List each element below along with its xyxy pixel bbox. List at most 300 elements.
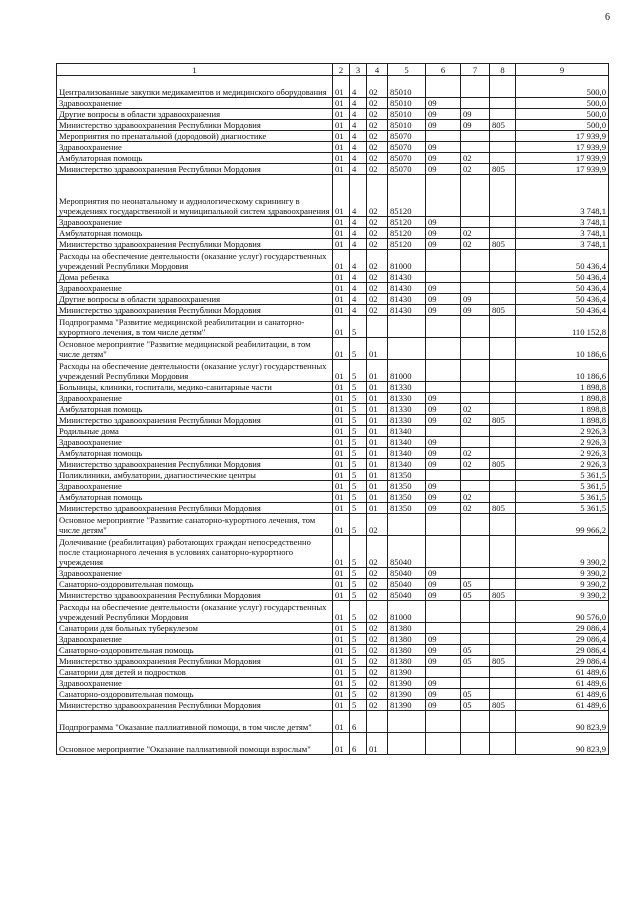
table-row [57, 217, 609, 228]
code-cell-4: 02 [367, 164, 388, 175]
table-row [57, 98, 609, 109]
code-cell-7 [461, 437, 490, 448]
code-cell-2: 01 [333, 109, 350, 120]
code-cell-8 [490, 667, 516, 678]
code-cell-4: 01 [367, 393, 388, 404]
amount-cell: 61 489,6 [516, 700, 609, 711]
table-row [57, 459, 609, 470]
code-cell-3: 4 [350, 294, 367, 305]
code-cell-4: 02 [367, 109, 388, 120]
code-cell-3: 5 [350, 404, 367, 415]
code-cell-6: 09 [426, 656, 461, 667]
code-cell-7 [461, 678, 490, 689]
code-cell-6: 09 [426, 98, 461, 109]
code-cell-2: 01 [333, 404, 350, 415]
code-cell-5: 81380 [388, 634, 426, 645]
code-cell-5: 81390 [388, 689, 426, 700]
code-cell-5: 81340 [388, 448, 426, 459]
item-name-cell: Министерство здравоохранения Республики Мордовия [57, 590, 333, 601]
code-cell-2: 01 [333, 514, 350, 536]
code-cell-4: 01 [367, 382, 388, 393]
item-name-cell: Мероприятия по пренатальной (дородовой) диагностике [57, 131, 333, 142]
code-cell-3: 5 [350, 634, 367, 645]
code-cell-2: 01 [333, 360, 350, 382]
amount-cell: 50 436,4 [516, 294, 609, 305]
code-cell-8 [490, 426, 516, 437]
code-cell-8 [490, 109, 516, 120]
amount-cell: 5 361,5 [516, 481, 609, 492]
code-cell-5 [388, 338, 426, 360]
code-cell-2: 01 [333, 98, 350, 109]
table-row [57, 700, 609, 711]
code-cell-2: 01 [333, 382, 350, 393]
code-cell-5: 81330 [388, 393, 426, 404]
code-cell-5: 81390 [388, 700, 426, 711]
code-cell-7 [461, 601, 490, 623]
table-row [57, 667, 609, 678]
code-cell-6: 09 [426, 228, 461, 239]
code-cell-3: 5 [350, 316, 367, 338]
code-cell-4: 02 [367, 689, 388, 700]
code-cell-3: 5 [350, 579, 367, 590]
item-name-cell: Поликлиники, амбулатории, диагностические центры [57, 470, 333, 481]
code-cell-6: 09 [426, 481, 461, 492]
item-name-cell: Здравоохранение [57, 217, 333, 228]
code-cell-5: 81330 [388, 382, 426, 393]
code-cell-3: 5 [350, 382, 367, 393]
code-cell-8 [490, 250, 516, 272]
table-row [57, 393, 609, 404]
code-cell-7 [461, 382, 490, 393]
code-cell-3: 5 [350, 492, 367, 503]
code-cell-3: 5 [350, 601, 367, 623]
code-cell-6 [426, 360, 461, 382]
code-cell-8 [490, 217, 516, 228]
code-cell-6 [426, 733, 461, 755]
code-cell-7 [461, 393, 490, 404]
table-row [57, 175, 609, 217]
code-cell-2: 01 [333, 448, 350, 459]
code-cell-3: 5 [350, 393, 367, 404]
code-cell-7: 02 [461, 164, 490, 175]
code-cell-7 [461, 142, 490, 153]
item-name-cell: Другие вопросы в области здравоохранения [57, 109, 333, 120]
table-row [57, 492, 609, 503]
table-row [57, 283, 609, 294]
code-cell-2: 01 [333, 623, 350, 634]
code-cell-6: 09 [426, 678, 461, 689]
code-cell-5: 81430 [388, 294, 426, 305]
table-row [57, 142, 609, 153]
item-name-cell: Долечивание (реабилитация) работающих граждан непосредственно после стационарного лечения в условиях санаторно-курортного учреждения [57, 536, 333, 568]
amount-cell: 1 898,8 [516, 393, 609, 404]
table-row [57, 623, 609, 634]
budget-table [56, 63, 609, 755]
code-cell-5: 81340 [388, 459, 426, 470]
code-cell-4: 02 [367, 514, 388, 536]
code-cell-2: 01 [333, 415, 350, 426]
code-cell-4: 02 [367, 305, 388, 316]
code-cell-6: 09 [426, 415, 461, 426]
code-cell-6: 09 [426, 503, 461, 514]
item-name-cell: Министерство здравоохранения Республики Мордовия [57, 459, 333, 470]
code-cell-8: 805 [490, 503, 516, 514]
amount-cell: 1 898,8 [516, 404, 609, 415]
item-name-cell: Амбулаторная помощь [57, 404, 333, 415]
code-cell-7: 02 [461, 228, 490, 239]
table-row [57, 645, 609, 656]
code-cell-7 [461, 568, 490, 579]
code-cell-3: 5 [350, 623, 367, 634]
code-cell-7: 02 [461, 459, 490, 470]
amount-cell: 3 748,1 [516, 175, 609, 217]
code-cell-7 [461, 338, 490, 360]
table-row [57, 294, 609, 305]
code-cell-4: 01 [367, 404, 388, 415]
table-row [57, 733, 609, 755]
table-header-row [57, 64, 609, 76]
code-cell-2: 01 [333, 316, 350, 338]
code-cell-2: 01 [333, 120, 350, 131]
code-cell-8 [490, 175, 516, 217]
amount-cell: 500,0 [516, 76, 609, 98]
amount-cell: 2 926,3 [516, 459, 609, 470]
code-cell-7 [461, 536, 490, 568]
code-cell-6 [426, 250, 461, 272]
amount-cell: 9 390,2 [516, 568, 609, 579]
code-cell-4: 01 [367, 437, 388, 448]
amount-cell: 10 186,6 [516, 360, 609, 382]
code-cell-5: 81000 [388, 250, 426, 272]
code-cell-3: 5 [350, 338, 367, 360]
code-cell-6 [426, 601, 461, 623]
code-cell-2: 01 [333, 426, 350, 437]
code-cell-4: 01 [367, 481, 388, 492]
amount-cell: 61 489,6 [516, 678, 609, 689]
code-cell-3: 4 [350, 250, 367, 272]
code-cell-4: 02 [367, 568, 388, 579]
code-cell-8: 805 [490, 590, 516, 601]
table-row [57, 360, 609, 382]
item-name-cell: Министерство здравоохранения Республики Мордовия [57, 239, 333, 250]
code-cell-3: 4 [350, 109, 367, 120]
code-cell-3: 4 [350, 175, 367, 217]
code-cell-4: 02 [367, 590, 388, 601]
item-name-cell: Здравоохранение [57, 283, 333, 294]
code-cell-6 [426, 382, 461, 393]
code-cell-2: 01 [333, 131, 350, 142]
code-cell-8 [490, 98, 516, 109]
code-cell-2: 01 [333, 305, 350, 316]
amount-cell: 99 966,2 [516, 514, 609, 536]
item-name-cell: Здравоохранение [57, 142, 333, 153]
code-cell-8 [490, 601, 516, 623]
code-cell-2: 01 [333, 645, 350, 656]
item-name-cell: Министерство здравоохранения Республики Мордовия [57, 700, 333, 711]
header-cell: 8 [490, 64, 516, 76]
code-cell-8 [490, 536, 516, 568]
code-cell-3: 4 [350, 228, 367, 239]
code-cell-5: 81380 [388, 645, 426, 656]
code-cell-2: 01 [333, 228, 350, 239]
code-cell-8 [490, 678, 516, 689]
code-cell-5: 81430 [388, 305, 426, 316]
code-cell-5: 81350 [388, 481, 426, 492]
code-cell-6 [426, 536, 461, 568]
code-cell-5: 85040 [388, 590, 426, 601]
code-cell-2: 01 [333, 294, 350, 305]
code-cell-6: 09 [426, 579, 461, 590]
code-cell-3: 5 [350, 536, 367, 568]
code-cell-7 [461, 316, 490, 338]
code-cell-6: 09 [426, 568, 461, 579]
table-row [57, 272, 609, 283]
code-cell-6: 09 [426, 142, 461, 153]
amount-cell: 17 939,9 [516, 164, 609, 175]
code-cell-3: 4 [350, 283, 367, 294]
table-body [57, 76, 609, 755]
code-cell-4: 01 [367, 415, 388, 426]
amount-cell: 50 436,4 [516, 283, 609, 294]
code-cell-8 [490, 272, 516, 283]
table-row [57, 579, 609, 590]
amount-cell: 2 926,3 [516, 448, 609, 459]
code-cell-2: 01 [333, 733, 350, 755]
code-cell-4: 02 [367, 239, 388, 250]
amount-cell: 90 576,0 [516, 601, 609, 623]
code-cell-3: 5 [350, 437, 367, 448]
code-cell-6: 09 [426, 689, 461, 700]
code-cell-8 [490, 142, 516, 153]
item-name-cell: Министерство здравоохранения Республики Мордовия [57, 305, 333, 316]
amount-cell: 9 390,2 [516, 590, 609, 601]
code-cell-3: 5 [350, 459, 367, 470]
code-cell-2: 01 [333, 579, 350, 590]
table-row [57, 426, 609, 437]
code-cell-7 [461, 175, 490, 217]
item-name-cell: Санатории для детей и подростков [57, 667, 333, 678]
code-cell-2: 01 [333, 678, 350, 689]
code-cell-5: 81350 [388, 470, 426, 481]
code-cell-5 [388, 316, 426, 338]
item-name-cell: Амбулаторная помощь [57, 228, 333, 239]
amount-cell: 2 926,3 [516, 426, 609, 437]
code-cell-3: 4 [350, 239, 367, 250]
code-cell-5: 85040 [388, 579, 426, 590]
code-cell-2: 01 [333, 272, 350, 283]
code-cell-4: 01 [367, 470, 388, 481]
code-cell-6: 09 [426, 437, 461, 448]
table-row [57, 470, 609, 481]
amount-cell: 50 436,4 [516, 250, 609, 272]
code-cell-3: 5 [350, 568, 367, 579]
code-cell-7 [461, 98, 490, 109]
amount-cell: 29 086,4 [516, 634, 609, 645]
code-cell-2: 01 [333, 142, 350, 153]
table-row [57, 76, 609, 98]
code-cell-8: 805 [490, 415, 516, 426]
code-cell-8 [490, 689, 516, 700]
table-row [57, 415, 609, 426]
amount-cell: 29 086,4 [516, 656, 609, 667]
code-cell-3: 4 [350, 131, 367, 142]
code-cell-2: 01 [333, 667, 350, 678]
code-cell-8 [490, 470, 516, 481]
code-cell-4: 02 [367, 700, 388, 711]
item-name-cell: Санаторно-оздоровительная помощь [57, 645, 333, 656]
code-cell-2: 01 [333, 656, 350, 667]
code-cell-5: 85070 [388, 164, 426, 175]
item-name-cell: Централизованные закупки медикаментов и медицинского оборудования [57, 76, 333, 98]
code-cell-5: 81330 [388, 404, 426, 415]
item-name-cell: Здравоохранение [57, 634, 333, 645]
code-cell-4: 01 [367, 733, 388, 755]
code-cell-4: 02 [367, 645, 388, 656]
item-name-cell: Амбулаторная помощь [57, 448, 333, 459]
table-row [57, 634, 609, 645]
code-cell-7: 05 [461, 645, 490, 656]
code-cell-7: 09 [461, 109, 490, 120]
amount-cell: 2 926,3 [516, 437, 609, 448]
table-row [57, 382, 609, 393]
code-cell-2: 01 [333, 470, 350, 481]
code-cell-7 [461, 217, 490, 228]
item-name-cell: Министерство здравоохранения Республики Мордовия [57, 164, 333, 175]
code-cell-2: 01 [333, 250, 350, 272]
header-cell: 4 [367, 64, 388, 76]
table-row [57, 338, 609, 360]
code-cell-5: 81340 [388, 426, 426, 437]
code-cell-6 [426, 711, 461, 733]
amount-cell: 61 489,6 [516, 667, 609, 678]
amount-cell: 3 748,1 [516, 217, 609, 228]
item-name-cell: Здравоохранение [57, 437, 333, 448]
code-cell-6: 09 [426, 634, 461, 645]
code-cell-8 [490, 76, 516, 98]
code-cell-3: 4 [350, 305, 367, 316]
item-name-cell: Другие вопросы в области здравоохранения [57, 294, 333, 305]
code-cell-8 [490, 316, 516, 338]
code-cell-8: 805 [490, 700, 516, 711]
amount-cell: 50 436,4 [516, 272, 609, 283]
code-cell-4: 02 [367, 667, 388, 678]
table-row [57, 601, 609, 623]
code-cell-5: 85070 [388, 142, 426, 153]
table-row [57, 568, 609, 579]
code-cell-3: 5 [350, 415, 367, 426]
code-cell-8 [490, 382, 516, 393]
item-name-cell: Расходы на обеспечение деятельности (оказание услуг) государственных учреждений Республики Мордовия [57, 601, 333, 623]
code-cell-3: 5 [350, 448, 367, 459]
amount-cell: 17 939,9 [516, 142, 609, 153]
code-cell-2: 01 [333, 239, 350, 250]
code-cell-2: 01 [333, 492, 350, 503]
code-cell-5: 81330 [388, 415, 426, 426]
code-cell-4: 02 [367, 228, 388, 239]
code-cell-7: 05 [461, 590, 490, 601]
code-cell-6: 09 [426, 459, 461, 470]
code-cell-3: 6 [350, 711, 367, 733]
item-name-cell: Амбулаторная помощь [57, 153, 333, 164]
code-cell-8 [490, 514, 516, 536]
item-name-cell: Подпрограмма "Развитие медицинской реабилитации и санаторно-курортного лечения, в том числе детям" [57, 316, 333, 338]
code-cell-2: 01 [333, 700, 350, 711]
table-row [57, 481, 609, 492]
code-cell-4: 02 [367, 623, 388, 634]
code-cell-2: 01 [333, 393, 350, 404]
code-cell-3: 4 [350, 164, 367, 175]
item-name-cell: Министерство здравоохранения Республики Мордовия [57, 503, 333, 514]
item-name-cell: Министерство здравоохранения Республики Мордовия [57, 415, 333, 426]
item-name-cell: Амбулаторная помощь [57, 492, 333, 503]
code-cell-3: 5 [350, 645, 367, 656]
amount-cell: 29 086,4 [516, 645, 609, 656]
code-cell-2: 01 [333, 711, 350, 733]
code-cell-6: 09 [426, 700, 461, 711]
amount-cell: 500,0 [516, 109, 609, 120]
code-cell-5: 81380 [388, 623, 426, 634]
code-cell-5: 81000 [388, 360, 426, 382]
code-cell-7 [461, 426, 490, 437]
table-row [57, 711, 609, 733]
table-row [57, 228, 609, 239]
item-name-cell: Санаторно-оздоровительная помощь [57, 689, 333, 700]
item-name-cell: Санаторно-оздоровительная помощь [57, 579, 333, 590]
amount-cell: 3 748,1 [516, 239, 609, 250]
code-cell-6: 09 [426, 283, 461, 294]
table-row [57, 656, 609, 667]
code-cell-7: 02 [461, 503, 490, 514]
code-cell-3: 5 [350, 470, 367, 481]
code-cell-3: 4 [350, 153, 367, 164]
code-cell-8 [490, 492, 516, 503]
amount-cell: 5 361,5 [516, 492, 609, 503]
code-cell-6: 09 [426, 294, 461, 305]
code-cell-3: 6 [350, 733, 367, 755]
code-cell-3: 4 [350, 98, 367, 109]
header-cell: 3 [350, 64, 367, 76]
code-cell-8: 805 [490, 239, 516, 250]
item-name-cell: Здравоохранение [57, 678, 333, 689]
code-cell-2: 01 [333, 175, 350, 217]
code-cell-5 [388, 733, 426, 755]
code-cell-6: 09 [426, 448, 461, 459]
header-cell: 1 [57, 64, 333, 76]
code-cell-8 [490, 481, 516, 492]
code-cell-2: 01 [333, 283, 350, 294]
code-cell-7: 02 [461, 415, 490, 426]
code-cell-7 [461, 470, 490, 481]
code-cell-2: 01 [333, 590, 350, 601]
code-cell-4: 02 [367, 634, 388, 645]
code-cell-4: 02 [367, 536, 388, 568]
code-cell-6: 09 [426, 590, 461, 601]
amount-cell: 110 152,8 [516, 316, 609, 338]
code-cell-3: 5 [350, 678, 367, 689]
code-cell-6: 09 [426, 492, 461, 503]
code-cell-5 [388, 711, 426, 733]
amount-cell: 500,0 [516, 120, 609, 131]
code-cell-4: 01 [367, 338, 388, 360]
code-cell-5: 81430 [388, 283, 426, 294]
item-name-cell: Здравоохранение [57, 568, 333, 579]
code-cell-3: 5 [350, 590, 367, 601]
code-cell-8 [490, 733, 516, 755]
code-cell-2: 01 [333, 568, 350, 579]
code-cell-8 [490, 568, 516, 579]
code-cell-8: 805 [490, 164, 516, 175]
amount-cell: 5 361,5 [516, 470, 609, 481]
